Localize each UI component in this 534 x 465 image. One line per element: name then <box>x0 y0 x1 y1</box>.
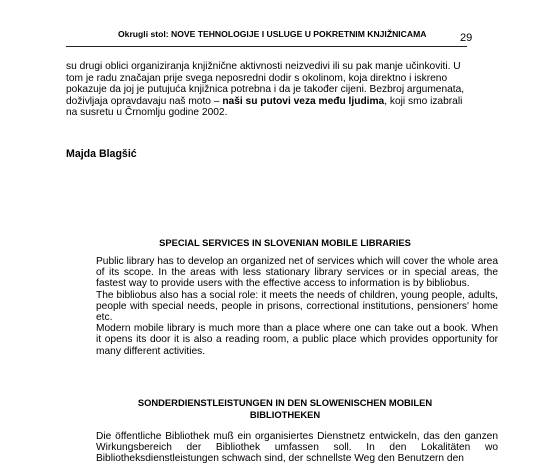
english-abstract <box>96 256 498 357</box>
english-paragraph-1: Public library has to develop an organized net of services which will cover the whole area of its scope. In the areas with less stationary library services or in special areas, the fastest way to provide users with the effective access to information is by bibliobus. <box>96 256 498 290</box>
english-paragraph-3: Modern mobile library is much more than a place where one can take out a book. When it opens its door it is also a reading room, a public place which provides opportunity for many different activities. <box>96 323 498 357</box>
german-abstract <box>96 431 498 465</box>
author-name: Majda Blagšić <box>66 148 137 160</box>
english-section-title: SPECIAL SERVICES IN SLOVENIAN MOBILE LIBRARIES <box>159 237 411 248</box>
header-rule <box>66 46 467 47</box>
english-paragraph-2: The bibliobus also has a social role: it meets the needs of children, young people, adults, people with special needs, people in prisons, correctional institutions, pensioners' home etc. <box>96 289 498 324</box>
running-header: Okrugli stol: NOVE TEHNOLOGIJE I USLUGE U POKRETNIM KNJIŽNICAMA <box>118 29 427 39</box>
page-number: 29 <box>460 32 473 44</box>
intro-motto: naši su putovi veza među ljudima <box>222 95 385 107</box>
intro-paragraph <box>66 61 470 119</box>
german-title-line-1: SONDERDIENSTLEISTUNGEN IN DEN SLOWENISCHEN MOBILEN <box>137 397 433 408</box>
german-section-title <box>66 397 504 420</box>
german-title-line-2: BIBLIOTHEKEN <box>249 408 321 420</box>
intro-text-before: su drugi oblici organiziranja knjižnične aktivnosti neizvedivi ili su pak manje učinkoviti. U tom je radu značajan prije svega neposredni dodir s okolinom, koja direktno i iskreno pokazuje da joj je putujuća knjižnica potrebna i da je također cijeni. Bezbroj argumenata, doživljaja opravdavaju naš moto – <box>66 61 465 107</box>
german-paragraph-1: Die öffentliche Bibliothek muß ein organisiertes Dienstnetz entwickeln, das den ganzen Wirkungsbereich der Bibliothek umfassen soll. In den Lokalitäten wo Bibliotheksdienstleistungen schwach sind, der schnellste Weg den Benutzern den <box>96 431 498 465</box>
intro-text-after: , koji smo izabrali na susretu u Črnomlju godine 2002. <box>66 95 463 118</box>
